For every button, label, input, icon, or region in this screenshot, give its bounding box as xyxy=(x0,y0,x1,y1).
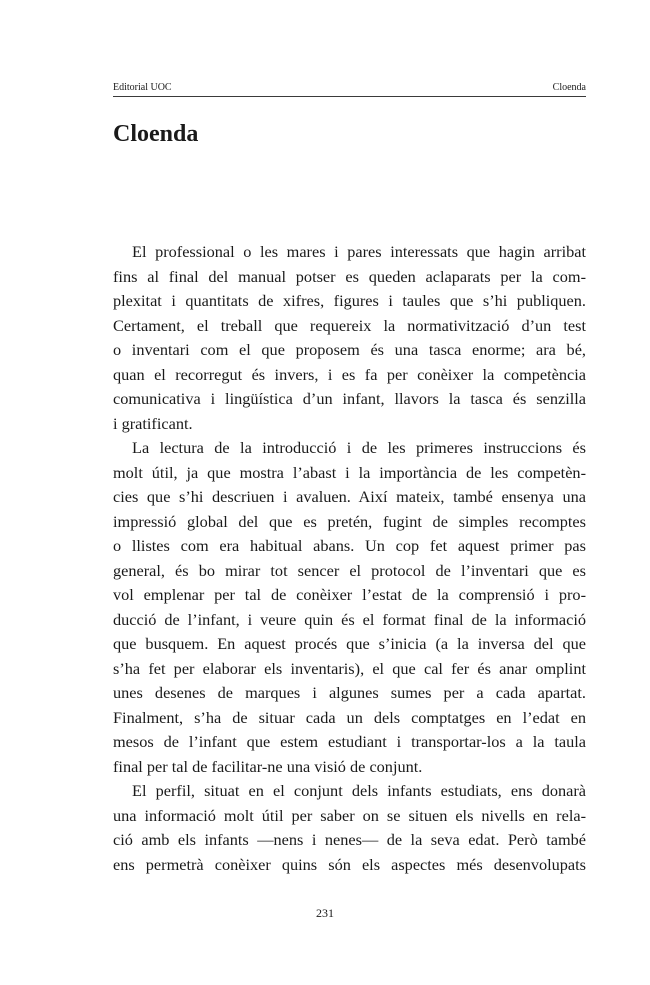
text-line: ens permetrà conèixer quins són els aspectes més desenvolupats xyxy=(113,854,586,874)
text-line: i gratificant. xyxy=(113,413,193,433)
text-line: Certament, el treball que requereix la normativització d’un test xyxy=(113,315,586,335)
text-line: una informació molt útil per saber on se situen els nivells en rela- xyxy=(113,805,586,825)
paragraph-3 xyxy=(113,779,586,877)
text-line: que busquem. En aquest procés que s’inicia (a la inversa del que xyxy=(113,634,586,653)
text-line: La lectura de la introducció i de les primeres instruccions és xyxy=(132,438,586,457)
paragraph-1 xyxy=(113,240,586,436)
running-header xyxy=(113,82,586,97)
text-line: cies que s’hi descriuen i avaluen. Així mateix, també ensenya una xyxy=(113,487,586,506)
text-line: quan el recorregut és invers, i es fa per conèixer la competència xyxy=(113,364,586,384)
text-line: s’ha fet per elaborar els inventaris), el que cal fer és anar omplint xyxy=(113,658,586,678)
chapter-running-title: Cloenda xyxy=(552,82,586,93)
text-line: El professional o les mares i pares interessats que hagin arribat xyxy=(132,242,586,261)
text-line: vol emplenar per tal de conèixer l’estat de la comprensió i pro- xyxy=(113,585,586,604)
chapter-title: Cloenda xyxy=(113,121,199,147)
publisher-label: Editorial UOC xyxy=(113,82,172,93)
text-line: unes desenes de marques i algunes sumes per a cada apartat. xyxy=(113,683,586,702)
text-line: ció amb els infants —nens i nenes— de la seva edat. Però també xyxy=(113,830,586,849)
text-line: general, és bo mirar tot sencer el protocol de l’inventari que es xyxy=(113,560,586,580)
text-line: o inventari com el que proposem és una tasca enorme; ara bé, xyxy=(113,340,586,359)
text-line: El perfil, situat en el conjunt dels infants estudiats, ens donarà xyxy=(132,781,586,800)
body-text xyxy=(113,240,586,877)
text-line: plexitat i quantitats de xifres, figures i taules que s’hi publiquen. xyxy=(113,291,586,310)
text-line: comunicativa i lingüística d’un infant, llavors la tasca és senzilla xyxy=(113,389,586,408)
paragraph-2 xyxy=(113,436,586,779)
text-line: o llistes com era habitual abans. Un cop fet aquest primer pas xyxy=(113,536,586,555)
text-line: Finalment, s’ha de situar cada un dels comptatges en l’edat en xyxy=(113,707,586,727)
text-line: molt útil, ja que mostra l’abast i la importància de les competèn- xyxy=(113,462,586,482)
text-line: mesos de l’infant que estem estudiant i transportar-los a la taula xyxy=(113,732,586,751)
text-line: fins al final del manual potser es queden aclaparats per la com- xyxy=(113,266,586,286)
text-line: impressió global del que es pretén, fugint de simples recomptes xyxy=(113,511,586,531)
page-number: 231 xyxy=(316,906,334,920)
text-line: ducció de l’infant, i veure quin és el format final de la informació xyxy=(113,609,586,629)
text-line: final per tal de facilitar-ne una visió de conjunt. xyxy=(113,756,423,776)
